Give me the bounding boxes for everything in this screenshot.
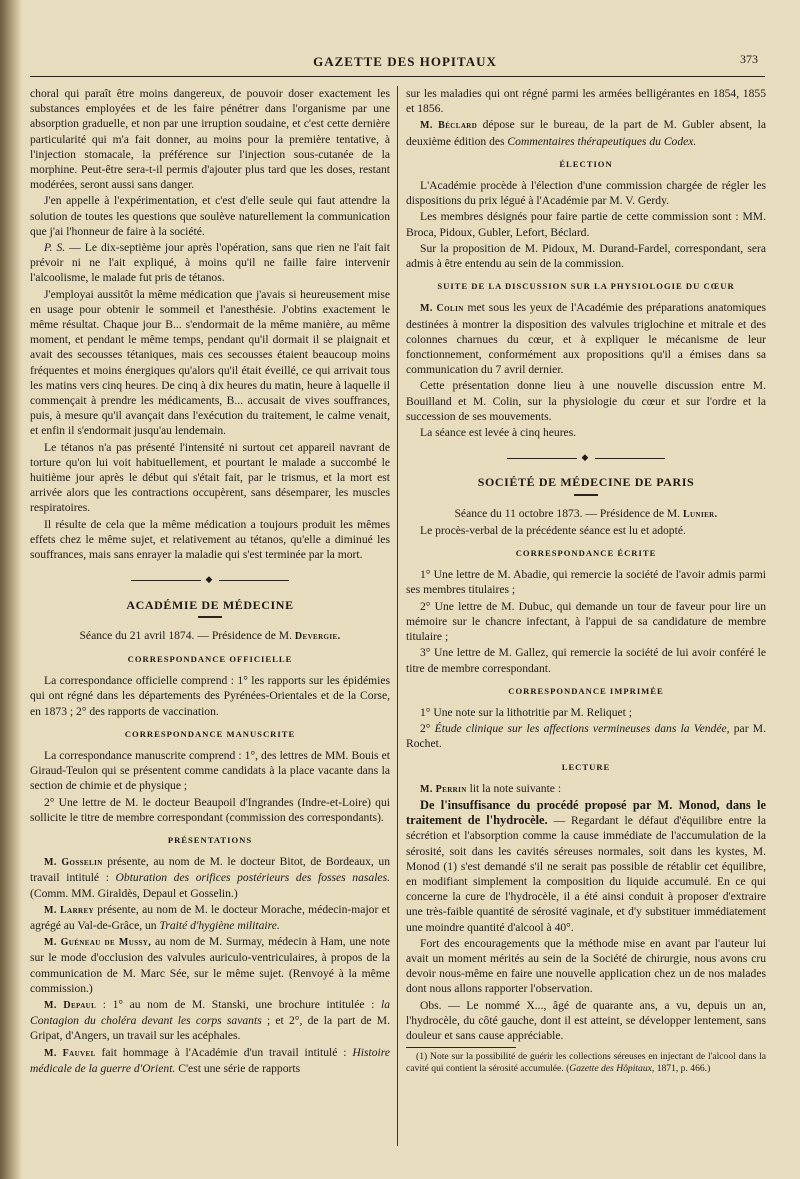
work-title: Histoire médicale de la guerre d'Orient. [30,1045,390,1075]
paragraph [30,997,390,1044]
paragraph: Les membres désignés pour faire partie de cette commission sont : MM. Broca, Pidoux, Gubler, Lefort, Béclard. [406,210,766,239]
footnote-rule [406,1047,516,1048]
subsection-heading: LECTURE [561,761,611,772]
section-divider: ◆ [406,450,766,465]
paragraph-text: dépose sur le bureau, de la part de M. Gubler absent, la deuxième édition des [406,118,766,148]
list-number: 2° [420,722,435,736]
paragraph-text: présente, au nom de M. le docteur Morache, médecin-major et agrégé au Val-de-Grâce, un [30,902,390,932]
title-rule [574,494,598,496]
paragraph: 2° Une lettre de M. le docteur Beaupoil d'Ingrandes (Indre-et-Loire) qui sollicite le titre de membre correspondant (commission des correspondants). [30,795,390,824]
speaker-name: M. Béclard [420,120,478,132]
paragraph: Sur la proposition de M. Pidoux, M. Durand-Fardel, correspondant, sera admis à être entendu au sein de la commission. [406,241,766,271]
header-rule [30,76,765,77]
right-column [406,86,766,1156]
work-title: Commentaires thérapeutiques du Codex. [507,134,697,148]
article-paragraph [406,798,766,935]
paragraph-text: — Le dix-septième jour après l'opération, sans que rien ne l'ait fait prévoir ni ne l'ait expliqué, à moins qu'il ne faille faire intervenir l'alcoolisme, le malade fut pris de tétanos. [30,241,390,285]
paragraph [30,902,390,933]
paragraph: L'Académie procède à l'élection d'une commission chargée de régler les dispositions du prix légué à l'Académie par M. V. Gerdy. [406,179,766,208]
paragraph: sur les maladies qui ont régné parmi les armées belligérantes en 1854, 1855 et 1856. [406,87,766,116]
paragraph: Obs. — Le nommé X..., âgé de quarante ans, a vu, depuis un an, l'hydrocèle, du côté gauche, dont il est atteint, se développer lentement, sans douleur et sans cause appréciable. [406,998,766,1042]
paragraph: J'en appelle à l'expérimentation, et c'est d'elle seule qui faut attendre la solution de toutes les questions que soulève naturellement la communication que j'ai l'honneur de faire à la société. [30,194,390,238]
president-name: Devergie. [294,630,341,642]
subsection-heading: PRÉSENTATIONS [167,834,253,845]
section-title: SOCIÉTÉ DE MÉDECINE DE PARIS [477,475,695,490]
paragraph: 3° Une lettre de M. Gallez, qui remercie la société de lui avoir conféré le titre de membre correspondant. [406,646,766,675]
paragraph-text: par M. Rochet. [406,722,766,751]
subsection-heading: CORRESPONDANCE IMPRIMÉE [508,685,664,696]
paragraph-text: présente, au nom de M. le docteur Bitot, de Bordeaux, un travail intitulé : [30,855,390,885]
work-title: Étude clinique sur les affections vermineuses dans la Vendée, [434,722,730,736]
work-title: la Contagion du choléra devant les corps savants [30,997,390,1028]
paragraph: 1° Une note sur la lithotritie par M. Reliquet ; [420,705,632,719]
speaker-name: M. Guéneau de Mussy, [44,937,152,949]
subsection-heading: CORRESPONDANCE OFFICIELLE [127,653,293,664]
work-title: Obturation des orifices postérieurs des fosses nasales. [115,871,390,885]
speaker-name: M. Depaul [44,999,97,1011]
paragraph [406,117,766,148]
paragraph [406,721,766,751]
seance-line [406,506,766,522]
subsection-heading: SUITE DE LA DISCUSSION SUR LA PHYSIOLOGIE DU CŒUR [437,281,735,292]
seance-text: Séance du 11 octobre 1873. — Présidence de M. [454,506,683,520]
paragraph-text: (Comm. MM. Giraldès, Depaul et Gosselin.) [30,886,238,900]
paragraph: Cette présentation donne lieu à une nouvelle discussion entre M. Bouilland et M. Colin, sur la physiologie du cœur et sur l'ordre et la succession de ses mouvements. [406,379,766,423]
speaker-name: M. Fauvel [44,1047,96,1059]
footnote-text: (1) Note sur la possibilité de guérir les collections séreuses en injectant de l'alcool dans la cavité qui contient la sérosité accumulée. ( [406,1051,766,1075]
work-title: Traité d'hygiène militaire. [159,918,280,932]
paragraph: Il résulte de cela que la même médication a toujours produit les mêmes effets chez le même sujet, et relativement au tétanos, qu'elle a diminué les souffrances, mais sans enrayer la maladie qui s'est terminée par la mort. [30,517,390,562]
paragraph [30,1045,390,1076]
paragraph: 2° Une lettre de M. Dubuc, qui demande un tour de faveur pour lire un mémoire sur le chancre infectant, à l'appui de sa candidature de membre titulaire ; [406,599,766,644]
subsection-heading: CORRESPONDANCE MANUSCRITE [124,728,296,739]
subsection-heading: CORRESPONDANCE ÉCRITE [515,548,657,559]
paragraph: La correspondance officielle comprend : 1° les rapports sur les épidémies qui ont régné dans les départements des Pyrénées-Orientales et de la Corse, en 1873 ; 2° des rapports de vaccination. [30,674,390,718]
paragraph-text: C'est une série de rapports [175,1061,301,1075]
speaker-name: M. Gosselin [44,857,103,869]
paragraph [406,300,766,377]
footnote [406,1051,766,1075]
paragraph-text: au nom de M. Surmay, médecin à Ham, une note sur le mode d'occlusion des valvules auriculo-ventriculaires, à propos de la communication de M. Marc Sée, sur le même sujet. (Renvoyé à la même commission.) [30,935,390,995]
subsection-heading: ÉLECTION [559,158,613,169]
paragraph-text: fait hommage à l'Académie d'un travail intitulé : [95,1045,353,1059]
paragraph: Le tétanos n'a pas présenté l'intensité ni surtout cet appareil navrant de torture qu'on lui voit habituellement, et pourtant le malade a succombé le huitième jour après le début qui s'était fait, par le trismus, et la mort est arrivée alors que les contractions occupèrent, sans désemparer, les muscles respiratoires. [30,440,390,515]
footnote-text: 1871, p. 466.) [654,1063,711,1075]
paragraph [406,781,766,797]
seance-line [30,628,390,644]
paragraph: Fort des encouragements que la méthode mise en avant par l'auteur lui avait un moment mérités au sein de la Société de chirurgie, nous avons cru devoir nous-même en faire une nouvelle application chez un de nos malades dont nous allons rapporter l'observation. [406,936,766,996]
paragraph [30,240,390,286]
paragraph-text: lit la note suivante : [466,781,562,795]
speaker-name: M. Colin [420,303,464,315]
president-name: Lunier. [682,508,718,520]
paragraph-text: met sous les yeux de l'Académie des préparations anatomiques destinées à montrer la disposition des valvules triglochine et mitrale et des colonnes charnues du cœur, et à expliquer le mécanisme de leur fonctionnement, conformément aux propositions qu'il a émises dans sa communication du 7 avril dernier. [406,301,766,377]
title-rule [198,616,222,618]
paragraph: La séance est levée à cinq heures. [420,426,577,440]
seance-text: Séance du 21 avril 1874. — Présidence de M. [79,628,295,642]
speaker-name: M. Perrin [420,783,467,795]
paragraph-text: ; et 2°, de la part de M. Gripat, d'Angers, un travail sur les acéphales. [30,1014,390,1043]
paragraph: J'employai aussitôt la même médication que j'avais si heureusement mise en usage pour obtenir le sommeil et l'anesthésie. J'obtins exactement le même résultat. Chaque jour B... s'endormait de la même manière, au même moment, et pendant le même temps, pendant qu'il dormait il se plaignait et avait des secousses tétaniques, mais ces secousses étaient beaucoup moins fréquentes et moins énergiques qu'alors qu'il était éveillé, ce qui arrivait tous les matins vers cinq heures. De cinq à dix heures du matin, heure à laquelle il commençait à prendre les médicaments, B... accusait de vives souffrances, puis, à mesure qu'il avançait dans l'exécution du traitement, le calme venait, et enfin il s'endormait jusqu'au lendemain. [30,287,390,438]
article-title: De l'insuffisance du procédé proposé par M. Monod, dans le traitement de l'hydrocèle. [406,797,766,828]
paragraph [30,854,390,901]
section-title: ACADÉMIE DE MÉDECINE [126,597,294,612]
paragraph: La correspondance manuscrite comprend : 1°, des lettres de MM. Bouis et Giraud-Teulon qui se présentent comme candidats à la place vacante dans la section de chimie et de physique ; [30,748,390,793]
page-number: 373 [740,52,758,66]
postscript-label: P. S. [44,241,66,255]
paragraph [30,934,390,996]
journal-title: GAZETTE DES HOPITAUX [313,54,497,69]
paragraph-text: : 1° au nom de M. Stanski, une brochure intitulée : [96,997,381,1011]
page-header [30,46,780,76]
footnote-source: Gazette des Hôpitaux, [569,1063,655,1075]
page-binding-edge [0,0,22,1179]
speaker-name: M. Larrey [44,904,94,916]
left-column [30,86,390,1156]
paragraph: choral qui paraît être moins dangereux, de pouvoir doser exactement les substances employées et de les faire pénétrer dans l'organisme par une absorption graduelle, et non par une irruption soudaine, et c'est cette dernière particularité qui m'a fait donner, au moins pour la première tentative, à l'injection stomacale, la préférence sur l'injection sous-cutanée de la morphine. Peut-être sera-t-il permis d'ajouter plus tard que les doses, restant modérées, seront aussi sans danger. [30,87,390,192]
section-divider: ◆ [30,572,390,587]
paragraph-text: — Regardant le défaut d'équilibre entre la sécrétion et l'absorption comme la cause immédiate de l'accumulation de la sérosité, soit dans les cavités séreuses normales, soit dans les kystes, M. Monod (1) s'est demandé s'il ne serait pas possible de rétablir cet équilibre, en modifiant simplement la composition du liquide accumulé. En ce qui concerne la cure de l'hydrocèle, il a été ainsi conduit à proposer d'extraire une très-faible quantité de sérosité vaginale, et d'y substituer immédiatement une moindre quantité d'alcool à 40°. [406,814,766,934]
paragraph: Le procès-verbal de la précédente séance est lu et adopté. [420,523,686,537]
column-rule [397,86,398,1146]
paragraph: 1° Une lettre de M. Abadie, qui remercie la société de l'avoir admis parmi ses membres titulaires ; [406,568,766,597]
